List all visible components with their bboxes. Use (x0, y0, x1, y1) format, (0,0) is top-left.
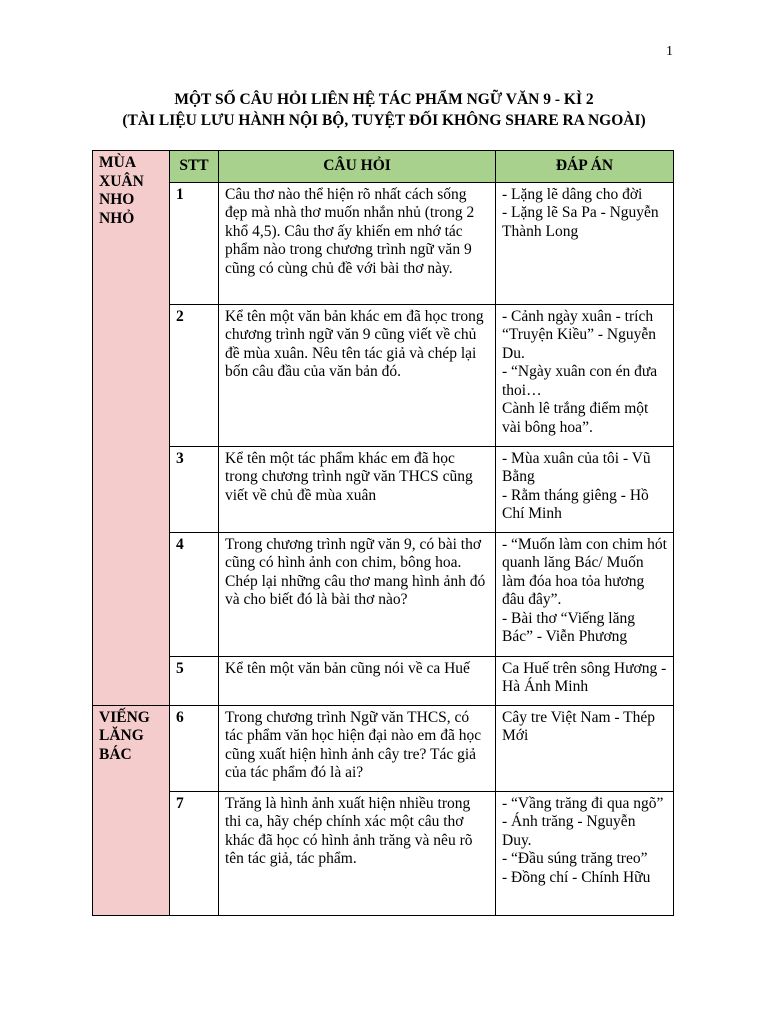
row-stt: 5 (170, 656, 219, 705)
row-stt: 7 (170, 791, 219, 915)
answer-line: - “Đầu súng trăng treo” (502, 850, 648, 867)
answer-line: - Mùa xuân của tôi - Vũ Bằng (502, 449, 651, 485)
row-question: Trăng là hình ảnh xuất hiện nhiều trong thi ca, hãy chép chính xác một câu thơ khác đã học có hình ảnh trăng và nêu rõ tên tác giả, tác phẩm. (219, 791, 496, 915)
header-answer: ĐÁP ÁN (496, 151, 674, 183)
header-stt: STT (170, 151, 219, 183)
row-question: Câu thơ nào thể hiện rõ nhất cách sống đẹp mà nhà thơ muốn nhắn nhủ (trong 2 khổ 4,5). Câu thơ ấy khiến em nhớ tác phẩm nào trong chương trình ngữ văn 9 cũng có cùng chủ đề với bài thơ này. (219, 182, 496, 304)
table-row (93, 182, 674, 304)
answer-line: - Cảnh ngày xuân - trích “Truyện Kiều” - Nguyễn Du. (502, 307, 656, 362)
answer-line: - Lặng lẽ dâng cho đời (502, 185, 643, 203)
row-answer (496, 304, 674, 446)
row-answer (496, 532, 674, 656)
row-question: Kể tên một văn bản khác em đã học trong chương trình ngữ văn 9 cũng viết về chủ đề mùa xuân. Nêu tên tác giả và chép lại bốn câu đầu của văn bản đó. (219, 304, 496, 446)
row-question: Kể tên một tác phẩm khác em đã học trong chương trình ngữ văn THCS cũng viết về chủ đề mùa xuân (219, 446, 496, 532)
row-answer (496, 791, 674, 915)
qa-table (92, 150, 674, 916)
row-stt: 1 (170, 182, 219, 304)
table-header-row (93, 151, 674, 183)
row-question: Kể tên một văn bản cũng nói về ca Huế (219, 656, 496, 705)
answer-line: Ca Huế trên sông Hương - Hà Ánh Minh (502, 659, 667, 695)
answer-line: - “Ngày xuân con én đưa thoi… (502, 363, 658, 399)
row-question: Trong chương trình ngữ văn 9, có bài thơ cũng có hình ảnh con chim, bông hoa. Chép lại những câu thơ mang hình ảnh đó và cho biết đó là bài thơ nào? (219, 532, 496, 656)
row-answer (496, 446, 674, 532)
row-answer (496, 705, 674, 791)
answer-line: - Rằm tháng giêng - Hồ Chí Minh (502, 486, 649, 522)
row-question: Trong chương trình Ngữ văn THCS, có tác phẩm văn học hiện đại nào em đã học cũng xuất hiện hình ảnh cây tre? Tác giả của tác phẩm đó là ai? (219, 705, 496, 791)
row-stt: 6 (170, 705, 219, 791)
title-line-2: (TÀI LIỆU LƯU HÀNH NỘI BỘ, TUYỆT ĐỐI KHÔNG SHARE RA NGOÀI) (122, 112, 646, 129)
answer-line: Cành lê trắng điểm một vài bông hoa”. (502, 400, 649, 436)
answer-line: - “Muốn làm con chim hót quanh lăng Bác/ Muốn làm đóa hoa tỏa hương đâu đây”. (502, 535, 667, 608)
row-answer (496, 182, 674, 304)
answer-line: - Bài thơ “Viếng lăng Bác” - Viễn Phương (502, 609, 635, 645)
answer-line: Cây tre Việt Nam - Thép Mới (502, 708, 656, 744)
table-row (93, 532, 674, 656)
table-row (93, 705, 674, 791)
answer-line: - Lặng lẽ Sa Pa - Nguyễn Thành Long (502, 204, 659, 240)
section-label-mua-xuan-nho-nho: MÙA XUÂN NHO NHỎ (93, 151, 170, 706)
title-line-1: MỘT SỐ CÂU HỎI LIÊN HỆ TÁC PHẨM NGỮ VĂN 9 - KÌ 2 (174, 91, 594, 108)
table-row (93, 656, 674, 705)
row-stt: 2 (170, 304, 219, 446)
row-stt: 4 (170, 532, 219, 656)
document-title (0, 89, 768, 131)
section-label-vieng-lang-bac: VIẾNG LĂNG BÁC (93, 705, 170, 915)
header-question: CÂU HỎI (219, 151, 496, 183)
answer-line: - “Vầng trăng đi qua ngõ” - Ánh trăng - Nguyễn Duy. (502, 794, 664, 849)
row-stt: 3 (170, 446, 219, 532)
row-answer (496, 656, 674, 705)
table-row (93, 791, 674, 915)
page-number: 1 (666, 44, 673, 59)
table-row (93, 304, 674, 446)
table-row (93, 446, 674, 532)
answer-line: - Đồng chí - Chính Hữu (502, 868, 651, 886)
